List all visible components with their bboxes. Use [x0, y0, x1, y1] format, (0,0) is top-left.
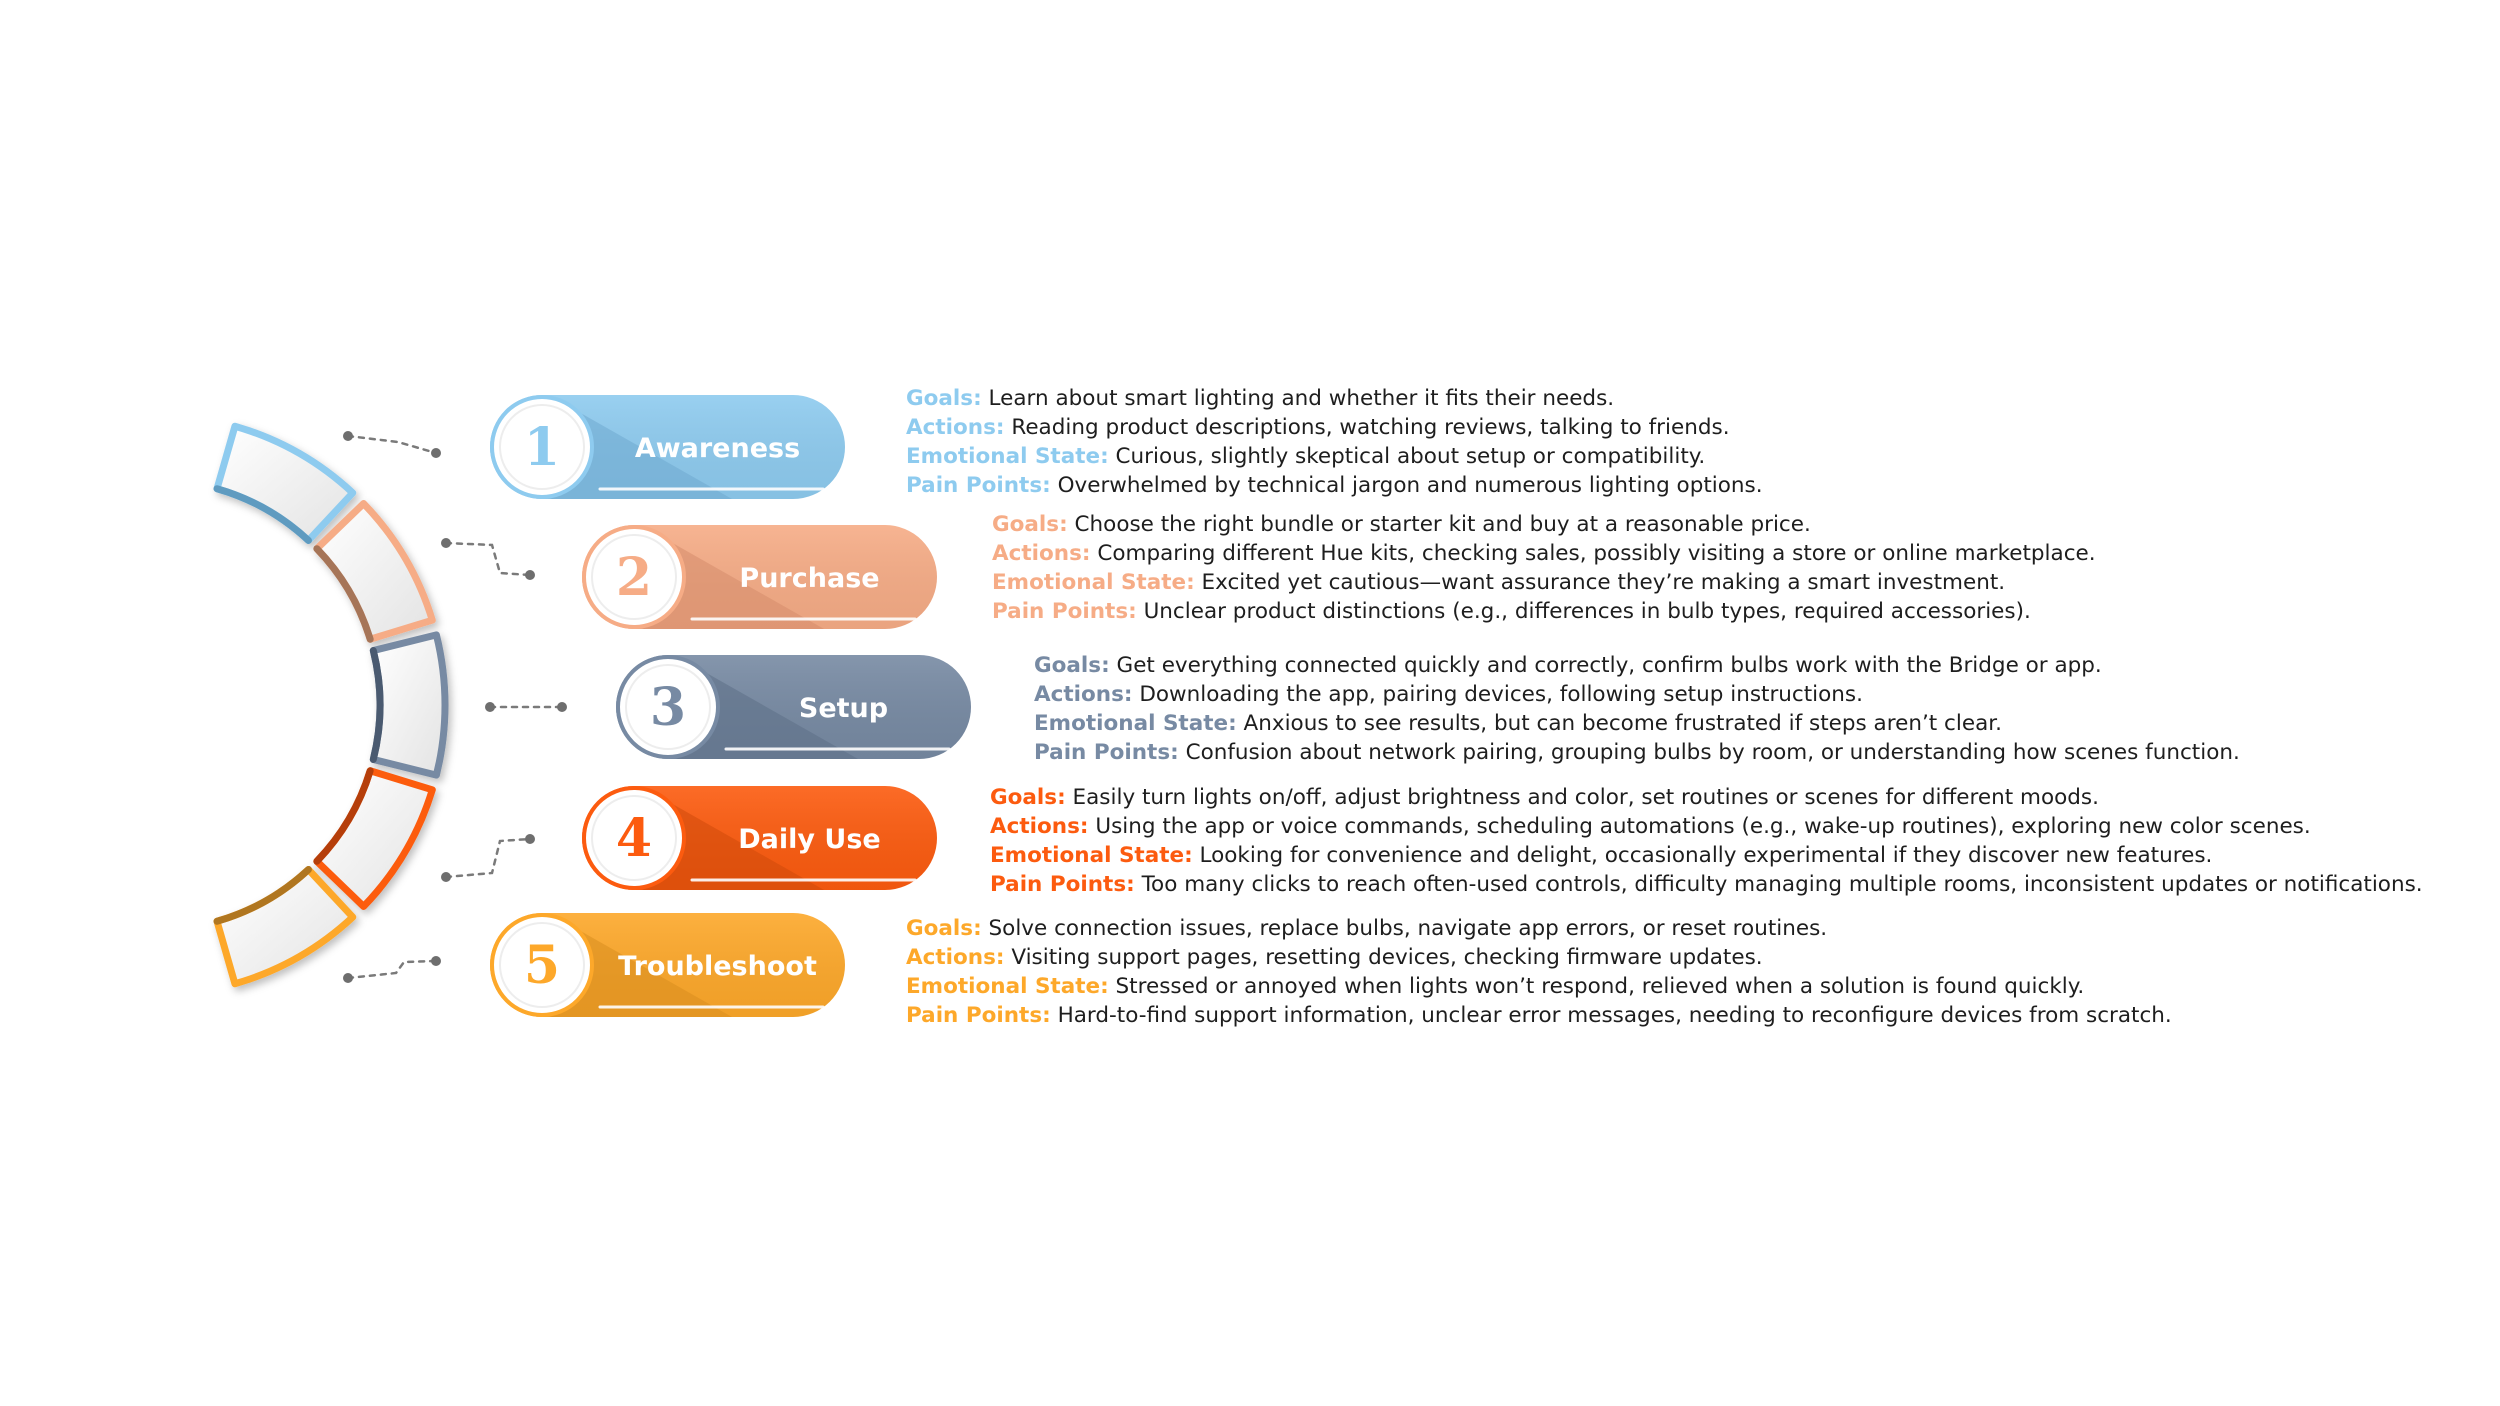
stage-title: Daily Use — [738, 824, 881, 855]
stage-number: 2 — [615, 547, 653, 608]
description-line — [992, 510, 2096, 539]
stage-number: 3 — [649, 677, 687, 738]
description-line — [906, 384, 1763, 413]
description-text: Easily turn lights on/off, adjust brightness and color, set routines or scenes for different moods. — [1065, 785, 2099, 810]
stage-description-4 — [990, 783, 2423, 899]
description-key: Pain Points: — [1034, 740, 1179, 765]
stage-pill-5 — [490, 913, 845, 1017]
description-line — [990, 841, 2423, 870]
description-key: Actions: — [992, 541, 1091, 566]
description-line — [1034, 709, 2240, 738]
description-text: Learn about smart lighting and whether it fits their needs. — [981, 386, 1615, 411]
description-text: Curious, slightly skeptical about setup or compatibility. — [1108, 444, 1706, 469]
description-text: Using the app or voice commands, scheduling automations (e.g., wake-up routines), exploring new color scenes. — [1088, 814, 2311, 839]
description-text: Downloading the app, pairing devices, following setup instructions. — [1132, 682, 1863, 707]
connector-5 — [343, 956, 441, 983]
description-text: Overwhelmed by technical jargon and numerous lighting options. — [1050, 473, 1763, 498]
description-line — [990, 812, 2423, 841]
description-text: Looking for convenience and delight, occasionally experimental if they discover new features. — [1192, 843, 2213, 868]
description-key: Pain Points: — [906, 473, 1051, 498]
description-line — [1034, 738, 2240, 767]
stage-number: 4 — [615, 808, 653, 869]
description-text: Stressed or annoyed when lights won’t respond, relieved when a solution is found quickly. — [1108, 974, 2085, 999]
connector-2 — [441, 538, 535, 580]
description-key: Pain Points: — [992, 599, 1137, 624]
description-key: Pain Points: — [906, 1003, 1051, 1028]
description-text: Hard-to-find support information, unclear error messages, needing to reconfigure devices from scratch. — [1050, 1003, 2172, 1028]
description-line — [906, 943, 2172, 972]
stage-pill-3 — [616, 655, 971, 759]
stage-title: Setup — [798, 693, 889, 724]
description-line — [990, 783, 2423, 812]
description-text: Confusion about network pairing, grouping bulbs by room, or understanding how scenes function. — [1178, 740, 2240, 765]
stage-pill-2 — [582, 525, 937, 629]
arc-segment-3 — [373, 635, 445, 775]
arc-segment-2 — [317, 504, 432, 640]
description-key: Goals: — [990, 785, 1066, 810]
description-line — [1034, 680, 2240, 709]
description-line — [906, 413, 1763, 442]
description-key: Emotional State: — [992, 570, 1195, 595]
description-line — [990, 870, 2423, 899]
stage-description-2 — [992, 510, 2096, 626]
stage-pill-4 — [582, 786, 937, 890]
description-line — [1034, 651, 2240, 680]
description-line — [992, 597, 2096, 626]
description-line — [906, 972, 2172, 1001]
description-text: Reading product descriptions, watching reviews, talking to friends. — [1004, 415, 1730, 440]
description-line — [992, 568, 2096, 597]
arc-segment-5 — [217, 870, 353, 984]
connector-4 — [441, 834, 535, 882]
description-key: Goals: — [992, 512, 1068, 537]
description-line — [906, 914, 2172, 943]
description-key: Emotional State: — [906, 974, 1109, 999]
description-key: Actions: — [990, 814, 1089, 839]
description-key: Actions: — [906, 415, 1005, 440]
description-text: Choose the right bundle or starter kit and buy at a reasonable price. — [1067, 512, 1811, 537]
stage-title: Troubleshoot — [618, 951, 817, 982]
description-line — [906, 471, 1763, 500]
description-key: Emotional State: — [990, 843, 1193, 868]
stage-number: 5 — [523, 935, 561, 996]
connector-1 — [343, 431, 441, 458]
description-text: Unclear product distinctions (e.g., differences in bulb types, required accessories). — [1136, 599, 2031, 624]
stage-title: Awareness — [634, 433, 801, 464]
description-line — [906, 442, 1763, 471]
stage-description-3 — [1034, 651, 2240, 767]
description-text: Excited yet cautious—want assurance they’re making a smart investment. — [1194, 570, 2006, 595]
description-key: Goals: — [906, 386, 982, 411]
description-key: Goals: — [1034, 653, 1110, 678]
description-key: Pain Points: — [990, 872, 1135, 897]
arc-segment-1 — [217, 426, 353, 540]
description-text: Visiting support pages, resetting devices, checking firmware updates. — [1004, 945, 1763, 970]
stage-pill-1 — [490, 395, 845, 499]
description-text: Solve connection issues, replace bulbs, navigate app errors, or reset routines. — [981, 916, 1828, 941]
stage-number: 1 — [523, 417, 561, 478]
description-text: Get everything connected quickly and correctly, confirm bulbs work with the Bridge or app. — [1109, 653, 2102, 678]
arc-segment-4 — [317, 771, 432, 907]
description-key: Emotional State: — [906, 444, 1109, 469]
stage-description-1 — [906, 384, 1763, 500]
description-key: Actions: — [906, 945, 1005, 970]
stage-title: Purchase — [739, 563, 880, 594]
description-text: Comparing different Hue kits, checking sales, possibly visiting a store or online marketplace. — [1090, 541, 2096, 566]
arc-segments — [217, 426, 445, 984]
description-key: Goals: — [906, 916, 982, 941]
connector-3 — [485, 702, 567, 712]
description-line — [992, 539, 2096, 568]
stage-description-5 — [906, 914, 2172, 1030]
description-key: Actions: — [1034, 682, 1133, 707]
description-line — [906, 1001, 2172, 1030]
description-text: Anxious to see results, but can become frustrated if steps aren’t clear. — [1236, 711, 2002, 736]
description-text: Too many clicks to reach often-used controls, difficulty managing multiple rooms, inconsistent updates or notifications. — [1134, 872, 2423, 897]
description-key: Emotional State: — [1034, 711, 1237, 736]
